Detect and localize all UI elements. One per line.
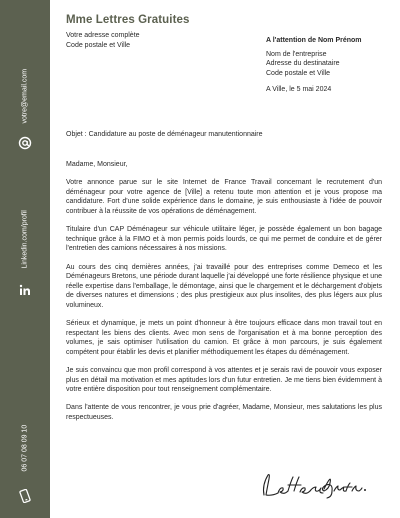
sidebar-linkedin-block bbox=[0, 200, 50, 300]
greeting: Madame, Monsieur, bbox=[66, 161, 128, 168]
sidebar-phone-block bbox=[0, 390, 50, 510]
letter-subject: Objet : Candidature au poste de déménageur manutentionnaire bbox=[66, 131, 263, 138]
recipient-block bbox=[266, 36, 362, 78]
linkedin-icon bbox=[17, 282, 33, 298]
sidebar-email-block bbox=[0, 68, 50, 170]
paragraph-qualifications: Titulaire d'un CAP Déménageur sur véhicule utilitaire léger, je possède également un bon bagage technique grâce à la FIMO et à mon permis poids lourds, ce qui me permet de conduire et de gérer l'entretien des camions nécessaires à nos missions. bbox=[66, 226, 382, 253]
paragraph-interview: Je suis convaincu que mon profil correspond à vos attentes et je serais ravi de pouvoir vous exposer plus en détail ma motivation et mes aptitudes lors d'un futur entretien. Je me tiens bien évidemment à votre entière disposition pour tout renseignement complémentaire. bbox=[66, 367, 382, 394]
paragraph-skills: Sérieux et dynamique, je mets un point d'honneur à être toujours efficace dans mon travail tout en respectant les biens des clients. Avec mon sens de l'organisation et à ma bonne perception des volumes, je sais optimiser l'utilisation du camion. Et grâce à mon parcours, je suis également compétent pour établir les devis et planifier méthodiquement les étapes du déménagement. bbox=[66, 320, 382, 356]
sidebar-linkedin[interactable]: Linkedin.com/profil bbox=[21, 210, 29, 269]
phone-icon bbox=[17, 488, 33, 504]
handwritten-signature bbox=[258, 465, 368, 501]
paragraph-closing: Dans l'attente de vous rencontrer, je vous prie d'agréer, Madame, Monsieur, mes salutations les plus respectueuses. bbox=[66, 404, 382, 422]
sender-address-block bbox=[66, 31, 140, 50]
sender-name: Mme Lettres Gratuites bbox=[66, 14, 190, 26]
sidebar-phone[interactable]: 06 07 08 09 10 bbox=[21, 424, 29, 472]
at-icon bbox=[17, 135, 33, 151]
paragraph-experience: Au cours des cinq dernières années, j'ai travaillé pour des entreprises comme Demeco et les Déménageurs Bretons, une période durant laquelle j'ai développé une forte résilience physique et une réelle expertise dans l'emballage, le démontage, ainsi que le chargement et le déchargement d'objets de diverses natures et dimensions ; des plus prestigieux aux plus insolites, des plus légers aux plus volumineux. bbox=[66, 263, 382, 309]
recipient-attention: A l'attention de Nom Prénom bbox=[266, 37, 362, 44]
recipient-address: Adresse du destinataire bbox=[266, 60, 340, 67]
letter-date: A Ville, le 5 mai 2024 bbox=[266, 86, 332, 93]
letter-body bbox=[66, 160, 382, 431]
paragraph-intro: Votre annonce parue sur le site Internet de France Travail concernant le recrutement d'un déménageur pour votre agence de [Ville] a retenu toute mon attention et je vous propose ma candidature. Fort d'une solide expérience dans le domaine, je suis enthousiaste à l'idée de pouvoir contribuer à la réussite de vos opérations de déménagement. bbox=[66, 179, 382, 215]
recipient-company: Nom de l'entreprise bbox=[266, 50, 327, 58]
sender-address: Votre adresse complète bbox=[66, 32, 140, 39]
recipient-postal: Code postale et Ville bbox=[266, 69, 331, 77]
sender-postal: Code postale et Ville bbox=[66, 41, 131, 49]
sidebar-email[interactable]: votre@email.com bbox=[21, 68, 29, 124]
sidebar bbox=[0, 0, 50, 518]
